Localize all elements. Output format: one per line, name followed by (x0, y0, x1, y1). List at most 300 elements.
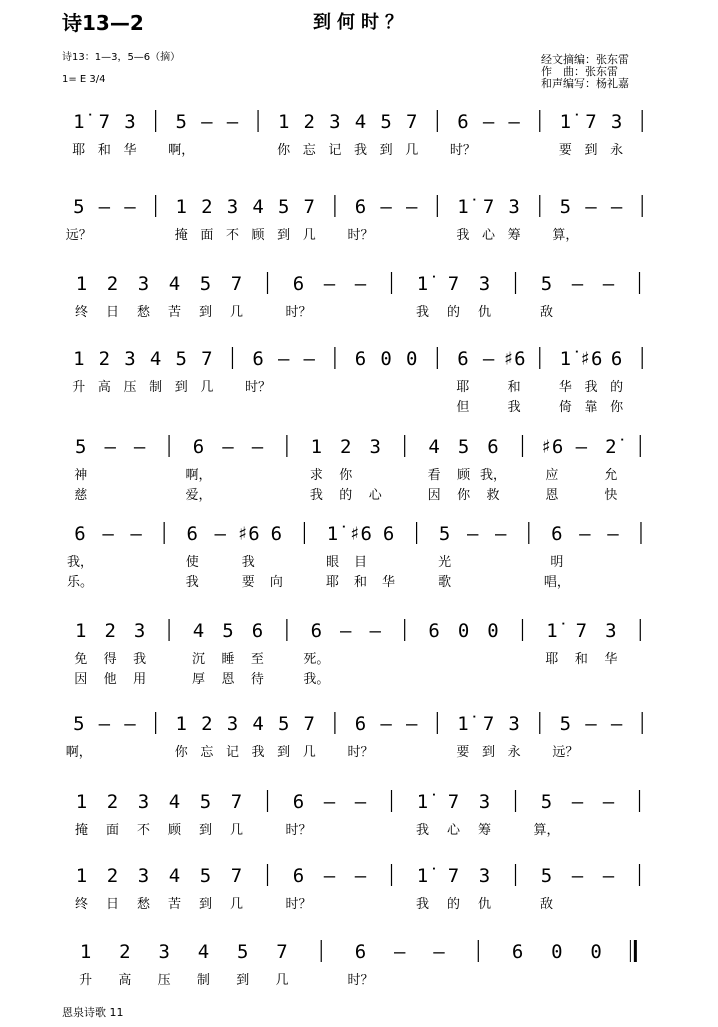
lyric: 耶 (72, 143, 86, 158)
note: 1 (75, 865, 88, 887)
note: 7 (303, 713, 316, 735)
note: 1̇ (73, 111, 85, 133)
note: 3 (478, 791, 491, 813)
note: 6 (186, 523, 198, 545)
note: 6 (551, 523, 563, 545)
note: 6 (74, 523, 86, 545)
note: – (104, 436, 116, 458)
note: 1 (75, 791, 88, 813)
note: 4 (197, 941, 210, 963)
lyric: 的 (339, 488, 353, 503)
note: 5 (540, 791, 553, 813)
note: – (369, 620, 381, 642)
note: – (482, 111, 495, 133)
note: – (482, 348, 495, 370)
note: – (579, 523, 591, 545)
note: – (133, 436, 146, 458)
note: – (226, 111, 239, 133)
note: 1 (310, 436, 323, 458)
note: 3 (478, 865, 491, 887)
lyric: 忘 (200, 745, 214, 760)
lyric: 得 (103, 652, 117, 667)
note: 2 (106, 865, 119, 887)
note: 1 (73, 348, 85, 370)
lyric: 的 (446, 897, 461, 912)
lyric: 远？ (552, 745, 579, 760)
lyric: 愁 (136, 897, 151, 912)
note: – (102, 523, 114, 545)
lyric: 眼 (325, 555, 339, 570)
lyric: 到 (174, 380, 188, 395)
lyric: 啊， (168, 143, 195, 158)
lyric: 到 (379, 143, 393, 158)
lyric: 沉 (192, 652, 206, 667)
lyric: 几 (405, 143, 419, 158)
lyric: 日 (105, 305, 120, 320)
note: 6 (270, 523, 283, 545)
lyric: 的 (610, 380, 624, 395)
note: 3 (133, 620, 146, 642)
lyric: 和 (507, 380, 521, 395)
note: – (495, 523, 507, 545)
credit-lyrics-editor: 经文摘编：张东雷 (541, 53, 629, 66)
lyric: 顾 (457, 468, 471, 483)
lyric: 要 (456, 745, 470, 760)
note: 7 (482, 196, 495, 218)
lyric: 愁 (136, 305, 151, 320)
note: – (303, 348, 316, 370)
lyric: 你 (457, 488, 471, 503)
note: – (323, 791, 336, 813)
lyric: 华 (382, 575, 396, 590)
lyric: 到 (277, 745, 291, 760)
lyric: 歌 (438, 575, 452, 590)
key-signature: 1= E 3/4 (62, 74, 106, 85)
note: 2 (98, 348, 111, 370)
note: 2 (303, 111, 316, 133)
note: 5 (559, 713, 572, 735)
lyric: 到 (584, 143, 598, 158)
note: 1̇ (457, 196, 469, 218)
note: 7 (276, 941, 288, 963)
lyric: 华 (604, 652, 618, 667)
lyric: 时？ (449, 143, 476, 158)
note: – (124, 196, 136, 218)
lyric: 掩 (174, 228, 188, 243)
note: 7 (230, 865, 243, 887)
note: 7 (585, 111, 597, 133)
note: 4 (168, 791, 181, 813)
lyric: 我。 (303, 672, 330, 687)
scripture-reference: 诗13：1—3，5—6（摘） (62, 52, 181, 63)
note: 7 (230, 273, 243, 295)
note: 1 (75, 273, 88, 295)
lyric: 掩 (74, 823, 89, 838)
lyric: 心 (482, 228, 496, 243)
note: – (251, 436, 264, 458)
note: – (98, 196, 111, 218)
note: 5 (74, 436, 87, 458)
lyric: 我， (480, 468, 507, 483)
note: 3 (226, 713, 239, 735)
lyric: 你 (174, 745, 188, 760)
note: 1 (74, 620, 87, 642)
note: 2 (119, 941, 131, 963)
note: 1̇ (326, 523, 339, 545)
lyric: 到 (198, 897, 213, 912)
note: 7 (447, 273, 460, 295)
lyric: 你 (277, 143, 291, 158)
note: 1̇ (416, 273, 429, 295)
note: 5 (199, 865, 212, 887)
note: 5 (457, 436, 470, 458)
lyric: 啊， (185, 468, 212, 483)
note: 6 (610, 348, 623, 370)
note: – (610, 713, 623, 735)
lyric: 厚 (192, 672, 206, 687)
lyric: 苦 (167, 897, 182, 912)
note: 3 (478, 273, 491, 295)
note: 2 (106, 791, 119, 813)
lyric: 到 (277, 228, 291, 243)
note: 0 (405, 348, 418, 370)
note: 5 (175, 348, 187, 370)
note: – (585, 713, 597, 735)
note: – (340, 620, 352, 642)
note: 5 (73, 713, 85, 735)
lyric: 永 (507, 745, 521, 760)
lyric: 敌 (539, 305, 554, 320)
note: 5 (222, 620, 234, 642)
lyric: 我 (415, 305, 430, 320)
note: ♯6 (579, 348, 603, 370)
lyric: 目 (353, 555, 368, 570)
note: – (571, 865, 584, 887)
note: 4 (149, 348, 162, 370)
note: 6 (511, 941, 524, 963)
note: – (354, 273, 367, 295)
note: – (354, 791, 367, 813)
note: – (380, 196, 392, 218)
lyric: 的 (446, 305, 461, 320)
note: – (466, 523, 479, 545)
note: 7 (482, 713, 495, 735)
lyric: 你 (339, 468, 353, 483)
lyric: 时？ (347, 228, 374, 243)
note: – (124, 713, 136, 735)
note: 3 (369, 436, 381, 458)
note: 7 (230, 791, 243, 813)
lyric: 几 (229, 823, 244, 838)
note: – (433, 941, 445, 963)
note: 2 (201, 196, 213, 218)
lyric: 你 (610, 400, 624, 415)
lyric: 时？ (347, 745, 374, 760)
lyric: 因 (427, 488, 441, 503)
note: 4 (428, 436, 440, 458)
note: – (201, 111, 213, 133)
note: 6 (292, 273, 305, 295)
lyric: 免 (74, 652, 88, 667)
lyric: 远？ (65, 228, 92, 243)
note: 7 (405, 111, 418, 133)
note: – (607, 523, 619, 545)
note: – (323, 273, 336, 295)
lyric: 日 (105, 897, 120, 912)
lyric: 用 (133, 672, 147, 687)
lyric: 要 (241, 575, 255, 590)
note: 3 (226, 196, 239, 218)
note: 5 (277, 713, 290, 735)
note: 6 (382, 523, 395, 545)
footer-collection: 恩泉诗歌 11 (62, 1006, 124, 1019)
lyric: 向 (269, 575, 283, 590)
note: – (98, 713, 111, 735)
note: 3 (610, 111, 623, 133)
note: 1̇ (416, 865, 429, 887)
lyric: 我 (251, 745, 265, 760)
note: 3 (137, 865, 150, 887)
lyric: 时？ (245, 380, 272, 395)
note: 0 (380, 348, 392, 370)
lyric: 恩 (221, 672, 235, 687)
note: 6 (354, 941, 367, 963)
lyric: 我 (507, 400, 521, 415)
lyric: 顾 (251, 228, 265, 243)
lyric: 面 (200, 228, 214, 243)
credit-harmony: 和声编写：杨礼嘉 (541, 77, 629, 90)
note: 7 (575, 620, 588, 642)
lyric: 我， (67, 555, 94, 570)
note: 6 (354, 196, 367, 218)
lyric: 我 (584, 380, 598, 395)
lyric: 耶 (325, 575, 339, 590)
lyric: 时？ (347, 973, 374, 988)
lyric: 我 (241, 555, 255, 570)
note: – (602, 273, 615, 295)
note: 7 (303, 196, 316, 218)
lyric: 不 (225, 228, 239, 243)
lyric: 算， (533, 823, 560, 838)
note: – (585, 196, 597, 218)
lyric: 啊， (65, 745, 92, 760)
note: – (277, 348, 290, 370)
note: 2 (340, 436, 352, 458)
note: 6 (252, 348, 264, 370)
note: 5 (438, 523, 451, 545)
lyric: 要 (558, 143, 572, 158)
note: 5 (199, 273, 212, 295)
lyric: 几 (229, 897, 244, 912)
note: 4 (168, 865, 181, 887)
lyric: 敌 (539, 897, 554, 912)
note: ♯6 (236, 523, 260, 545)
note: 6 (457, 111, 469, 133)
lyric: 他 (103, 672, 117, 687)
song-title: 到何时？ (313, 12, 409, 33)
lyric: 乐。 (67, 575, 94, 590)
lyric: 升 (79, 973, 93, 988)
lyric: 恩 (545, 488, 559, 503)
lyric: 求 (309, 468, 323, 483)
lyric: 看 (427, 468, 441, 483)
note: – (405, 196, 418, 218)
note: 3 (158, 941, 170, 963)
note: 4 (168, 273, 181, 295)
lyric: 明 (550, 555, 564, 570)
lyric: 我 (415, 823, 430, 838)
note: 5 (175, 111, 187, 133)
lyric: 算， (552, 228, 579, 243)
lyric: 时？ (285, 823, 312, 838)
lyric: 救 (486, 488, 500, 503)
note: – (354, 865, 367, 887)
note: 0 (590, 941, 602, 963)
lyric: 制 (196, 973, 210, 988)
note: 7 (98, 111, 111, 133)
lyric: 几 (302, 228, 316, 243)
note: 2 (201, 713, 213, 735)
note: 1 (175, 196, 187, 218)
lyric: 记 (225, 745, 239, 760)
note: 6 (354, 348, 367, 370)
lyric: 升 (72, 380, 86, 395)
lyric: 应 (545, 468, 559, 483)
lyric: 待 (250, 672, 264, 687)
note: 1̇ (559, 348, 572, 370)
lyric: 爱， (185, 488, 212, 503)
lyric: 终 (74, 305, 89, 320)
lyric: 和 (353, 575, 368, 590)
note: – (130, 523, 142, 545)
lyric: 高 (118, 973, 132, 988)
note: 6 (310, 620, 323, 642)
lyric: 华 (558, 380, 572, 395)
note: 4 (252, 713, 264, 735)
hymn-number: 诗13—2 (62, 11, 144, 35)
lyric: 和 (574, 652, 588, 667)
lyric: 心 (368, 488, 382, 503)
lyric: 顾 (167, 823, 182, 838)
note: – (610, 196, 623, 218)
lyric: 几 (200, 380, 214, 395)
note: 1 (175, 713, 187, 735)
note: 6 (457, 348, 469, 370)
note: – (602, 865, 615, 887)
note: 2̇ (605, 436, 617, 458)
note: 5 (380, 111, 392, 133)
lyric: 但 (456, 400, 470, 415)
note: 5 (199, 791, 212, 813)
note: – (405, 713, 418, 735)
lyric: 到 (482, 745, 496, 760)
note: 6 (354, 713, 367, 735)
note: 6 (487, 436, 499, 458)
note: – (602, 791, 615, 813)
lyric: 记 (328, 143, 342, 158)
note: 3 (124, 348, 136, 370)
lyric: 几 (229, 305, 244, 320)
lyric: 至 (250, 652, 264, 667)
lyric: 心 (446, 823, 461, 838)
note: ♯6 (502, 348, 526, 370)
lyric: 到 (198, 823, 213, 838)
note: 0 (457, 620, 470, 642)
note: 6 (251, 620, 264, 642)
lyric: 我 (185, 575, 199, 590)
note: – (380, 713, 392, 735)
lyric: 不 (136, 823, 151, 838)
note: 5 (277, 196, 290, 218)
note: 3 (605, 620, 617, 642)
lyric: 仇 (477, 897, 492, 912)
note: 3 (508, 196, 520, 218)
lyric: 仇 (477, 305, 492, 320)
lyric: 使 (185, 555, 199, 570)
lyric: 耶 (545, 652, 559, 667)
lyric: 到 (236, 973, 250, 988)
lyric: 终 (74, 897, 89, 912)
lyric: 到 (198, 305, 213, 320)
note: 1̇ (457, 713, 469, 735)
note: 7 (447, 791, 460, 813)
lyric: 筹 (507, 228, 521, 243)
lyric: 我 (456, 228, 470, 243)
lyric: 唱， (543, 575, 570, 590)
note: 6 (292, 865, 305, 887)
lyric: 几 (302, 745, 316, 760)
note: 2 (106, 273, 119, 295)
note: 1̇ (416, 791, 429, 813)
lyric: 靠 (584, 400, 598, 415)
note: 5 (73, 196, 85, 218)
lyric: 苦 (167, 305, 182, 320)
lyric: 我 (353, 143, 368, 158)
note: 5 (559, 196, 572, 218)
note: – (214, 523, 226, 545)
note: 2 (104, 620, 116, 642)
note: – (508, 111, 520, 133)
lyric: 我 (133, 652, 147, 667)
note: 4 (192, 620, 205, 642)
note: 5 (540, 273, 553, 295)
note: 3 (124, 111, 136, 133)
lyric: 光 (438, 555, 452, 570)
lyric: 和 (97, 143, 111, 158)
lyric: 倚 (558, 400, 572, 415)
lyric: 我 (415, 897, 430, 912)
lyric: 因 (74, 672, 88, 687)
lyric: 睡 (221, 652, 235, 667)
note: – (575, 436, 588, 458)
note: 3 (329, 111, 341, 133)
lyric: 慈 (74, 488, 88, 503)
lyric: 耶 (456, 380, 470, 395)
note: 1̇ (559, 111, 572, 133)
lyric: 制 (149, 380, 163, 395)
note: 4 (354, 111, 367, 133)
lyric: 允 (604, 468, 618, 483)
note: 6 (192, 436, 205, 458)
lyric: 华 (123, 143, 137, 158)
lyric: 高 (97, 380, 111, 395)
note: – (571, 273, 584, 295)
note: – (323, 865, 336, 887)
note: 7 (201, 348, 213, 370)
note: 4 (252, 196, 264, 218)
note: 7 (447, 865, 460, 887)
lyric: 压 (123, 380, 137, 395)
